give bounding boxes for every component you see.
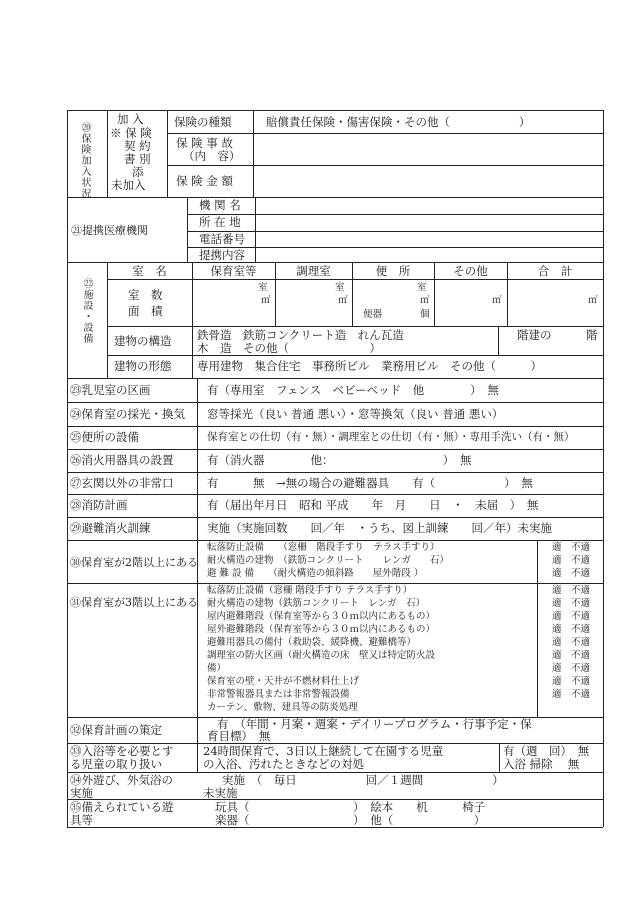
floor3-mark: 適 不適 bbox=[552, 663, 591, 674]
row-toilet-label: ㉕便所の設備 bbox=[70, 430, 139, 444]
insurance-attach: 添 bbox=[132, 165, 144, 179]
structure-line-1: 鉄骨造 鉄筋コンクリート造 れん瓦造 bbox=[197, 328, 404, 342]
nursery-area-unit: ㎡ bbox=[261, 295, 271, 306]
outdoor-label-1: ㉞外遊び、外気浴の bbox=[70, 773, 174, 787]
facility-section-label: ㉒施設・設備 bbox=[81, 278, 92, 344]
floor2-label: ㉚保育室が2階以上にある bbox=[70, 556, 198, 569]
row-infant-room-value: 有（専用室 フェンス ベビーベッド 他 ） 無 bbox=[207, 383, 499, 397]
outdoor-line-2: 未実施 bbox=[203, 786, 238, 800]
medical-field-contract: 提携内容 bbox=[199, 248, 245, 262]
plan-label: ㉜保育計画の策定 bbox=[70, 723, 162, 737]
structure-line-2: 木 造 その他（ ） bbox=[197, 341, 381, 355]
facility-header-total: 合 計 bbox=[537, 264, 573, 278]
medical-field-address: 所 在 地 bbox=[199, 215, 241, 229]
floor2-item: 転落防止設備 （窓柵 階段手すり テラス手すり） bbox=[207, 542, 440, 553]
row-toilet-value: 保育室との仕切（有・無）・調理室との仕切（有・無）・専用手洗い（有・無） bbox=[207, 431, 575, 443]
kitchen-room-unit: 室 bbox=[335, 282, 345, 293]
row-exit-value: 有 無 →無の場合の避難器具 有（ ） 無 bbox=[207, 476, 533, 490]
row-fireplan-value: 有（届出年月日 昭和 平成 年 月 日 ・ 未届 ） 無 bbox=[207, 498, 539, 512]
play-label-2: 具等 bbox=[70, 813, 93, 827]
medical-field-phone: 電話番号 bbox=[199, 232, 245, 246]
row-drill-value: 実施（実施回数 回／年 ・うち、図上訓練 回／年）未実施 bbox=[207, 521, 552, 535]
floor2-mark: 適 不適 bbox=[552, 555, 591, 566]
row-fireplan-label: ㉘消防計画 bbox=[70, 498, 128, 512]
plan-line-1: 有 （年間・月案・週案・デイリープログラム・行事予定・保 bbox=[217, 717, 532, 731]
insurance-type-value: 賠償責任保険・傷害保険・その他（ ） bbox=[266, 115, 531, 129]
toilet-area-unit: ㎡ bbox=[420, 295, 430, 306]
form-label: 建物の形態 bbox=[114, 359, 172, 373]
floor3-mark: 適 不適 bbox=[552, 650, 591, 661]
facility-count-label: 室 数 bbox=[128, 288, 163, 302]
floor3-item: 屋外避難階段（保育室等から３０ｍ以内にあるもの） bbox=[207, 624, 436, 635]
nursery-room-unit: 室 bbox=[258, 282, 268, 293]
facility-area-label: 面 積 bbox=[128, 304, 163, 318]
insurance-accident-2: （内 容） bbox=[183, 149, 241, 163]
bath-line-2: の入浴、汚れたときなどの対処 bbox=[203, 757, 364, 771]
floor3-item: 転落防止設備（窓柵 階段手すり テラス手すり） bbox=[207, 585, 413, 596]
floor2-mark: 適 不適 bbox=[552, 568, 591, 579]
medical-label: ㉑提携医療機関 bbox=[71, 224, 148, 237]
floor3-mark: 適 不適 bbox=[552, 637, 591, 648]
outdoor-label-2: 実施 bbox=[70, 786, 93, 800]
play-line-1: 玩具（ ） 絵本 机 椅子 bbox=[215, 800, 486, 814]
insurance-contract-1: 契 約 bbox=[124, 139, 151, 153]
floor3-item: 保育室の壁・天井が不燃材料仕上げ bbox=[207, 676, 360, 687]
toilet-bowl-unit: 個 bbox=[420, 309, 430, 320]
row-drill-label: ㉙避難消火訓練 bbox=[70, 521, 151, 535]
insurance-asterisk: ※ 保 険 bbox=[110, 126, 152, 140]
form-value: 専用建物 集合住宅 事務所ビル 業務用ビル その他（ ） bbox=[197, 359, 542, 373]
facility-header-toilet: 便 所 bbox=[375, 264, 411, 278]
insurance-not-joined: 未加入 bbox=[111, 178, 146, 192]
row-lighting-value: 窓等採光（良い 普通 悪い）・窓等換気（良い 普通 悪い） bbox=[207, 407, 504, 421]
medical-field-name: 機 関 名 bbox=[199, 198, 241, 212]
row-lighting-label: ㉔保育室の採光・換気 bbox=[70, 407, 185, 421]
row-extinguisher-value: 有（消火器 他： ） 無 bbox=[207, 453, 472, 467]
facility-header-nursery: 保育室等 bbox=[210, 264, 257, 278]
floor3-item: 避難用器具の備付（救助袋、緩降機、避難橋等） bbox=[207, 637, 417, 648]
outdoor-line-1: 実施 （ 毎日 回／１週間 ） bbox=[222, 773, 504, 787]
floor3-item: 非常警報器具または非常警報設備 bbox=[207, 689, 350, 700]
kitchen-area-unit: ㎡ bbox=[338, 295, 348, 306]
bath-line-1: 24時間保育で、3日以上継続して在園する児童 bbox=[203, 744, 444, 758]
bath-right-2: 入浴 掃除 無 bbox=[503, 757, 580, 771]
floor3-item: 耐火構造の建物（鉄筋コンクリート レンガ 石） bbox=[207, 598, 426, 609]
floor3-mark: 適 不適 bbox=[552, 689, 591, 700]
facility-header-room: 室 名 bbox=[132, 264, 167, 278]
floor3-label: ㉛保育室が3階以上にある bbox=[70, 596, 198, 609]
floor3-item: カーテン、敷物、建具等の防炎処理 bbox=[207, 702, 358, 713]
row-exit-label: ㉗玄関以外の非常口 bbox=[70, 476, 174, 490]
row-extinguisher-label: ㉖消火用器具の設置 bbox=[70, 453, 174, 467]
total-area-unit: ㎡ bbox=[588, 295, 598, 306]
floor3-item: 備） bbox=[207, 663, 227, 674]
structure-label: 建物の構造 bbox=[114, 334, 172, 348]
play-line-2: 楽器（ ） 他（ ） bbox=[215, 813, 486, 827]
play-label-1: ㉟備えられている遊 bbox=[70, 800, 174, 814]
row-infant-room-label: ㉓乳児室の区画 bbox=[70, 383, 151, 397]
floor3-mark: 適 不適 bbox=[552, 611, 591, 622]
floor3-mark: 適 不適 bbox=[552, 598, 591, 609]
toilet-room-unit: 室 bbox=[417, 282, 427, 293]
floor3-item: 調理室の防火区画（耐火構造の床 壁又は特定防火設 bbox=[207, 650, 436, 661]
bath-label-1: ㉝入浴等を必要とす bbox=[70, 744, 174, 758]
other-area-unit: ㎡ bbox=[492, 295, 502, 306]
floor3-mark: 適 不適 bbox=[552, 585, 591, 596]
floor3-mark: 適 不適 bbox=[552, 676, 591, 687]
insurance-amount-label: 保 険 金 額 bbox=[176, 174, 233, 188]
bath-label-2: る児童の取り扱い bbox=[70, 757, 162, 771]
floor2-item: 避 難 設 備 （耐火構造の傾斜路 屋外階段 ） bbox=[207, 568, 424, 579]
floor3-mark: 適 不適 bbox=[552, 624, 591, 635]
insurance-section-label: ⑳保険加入状況 bbox=[79, 122, 90, 199]
plan-line-2: 育目標） 無 bbox=[207, 729, 271, 743]
floor2-mark: 適 不適 bbox=[552, 542, 591, 553]
insurance-type-label: 保険の種類 bbox=[174, 115, 232, 129]
insurance-accident-1: 保 険 事 故 bbox=[176, 136, 233, 150]
facility-header-kitchen: 調理室 bbox=[296, 264, 331, 278]
floor3-item: 屋内避難階段（保育室等から３０ｍ以内にあるもの） bbox=[207, 611, 436, 622]
bath-right-1: 有（週 回） 無 bbox=[503, 744, 590, 758]
floor2-item: 耐火構造の建物 （鉄筋コンクリート レンガ 石） bbox=[207, 555, 449, 566]
facility-header-other: その他 bbox=[453, 264, 488, 278]
insurance-join: 加 入 bbox=[117, 112, 144, 126]
insurance-contract-2: 書 別 bbox=[124, 152, 151, 166]
structure-floors: 階建の 階 bbox=[517, 328, 598, 342]
toilet-bowl-label: 便器 bbox=[363, 309, 383, 320]
